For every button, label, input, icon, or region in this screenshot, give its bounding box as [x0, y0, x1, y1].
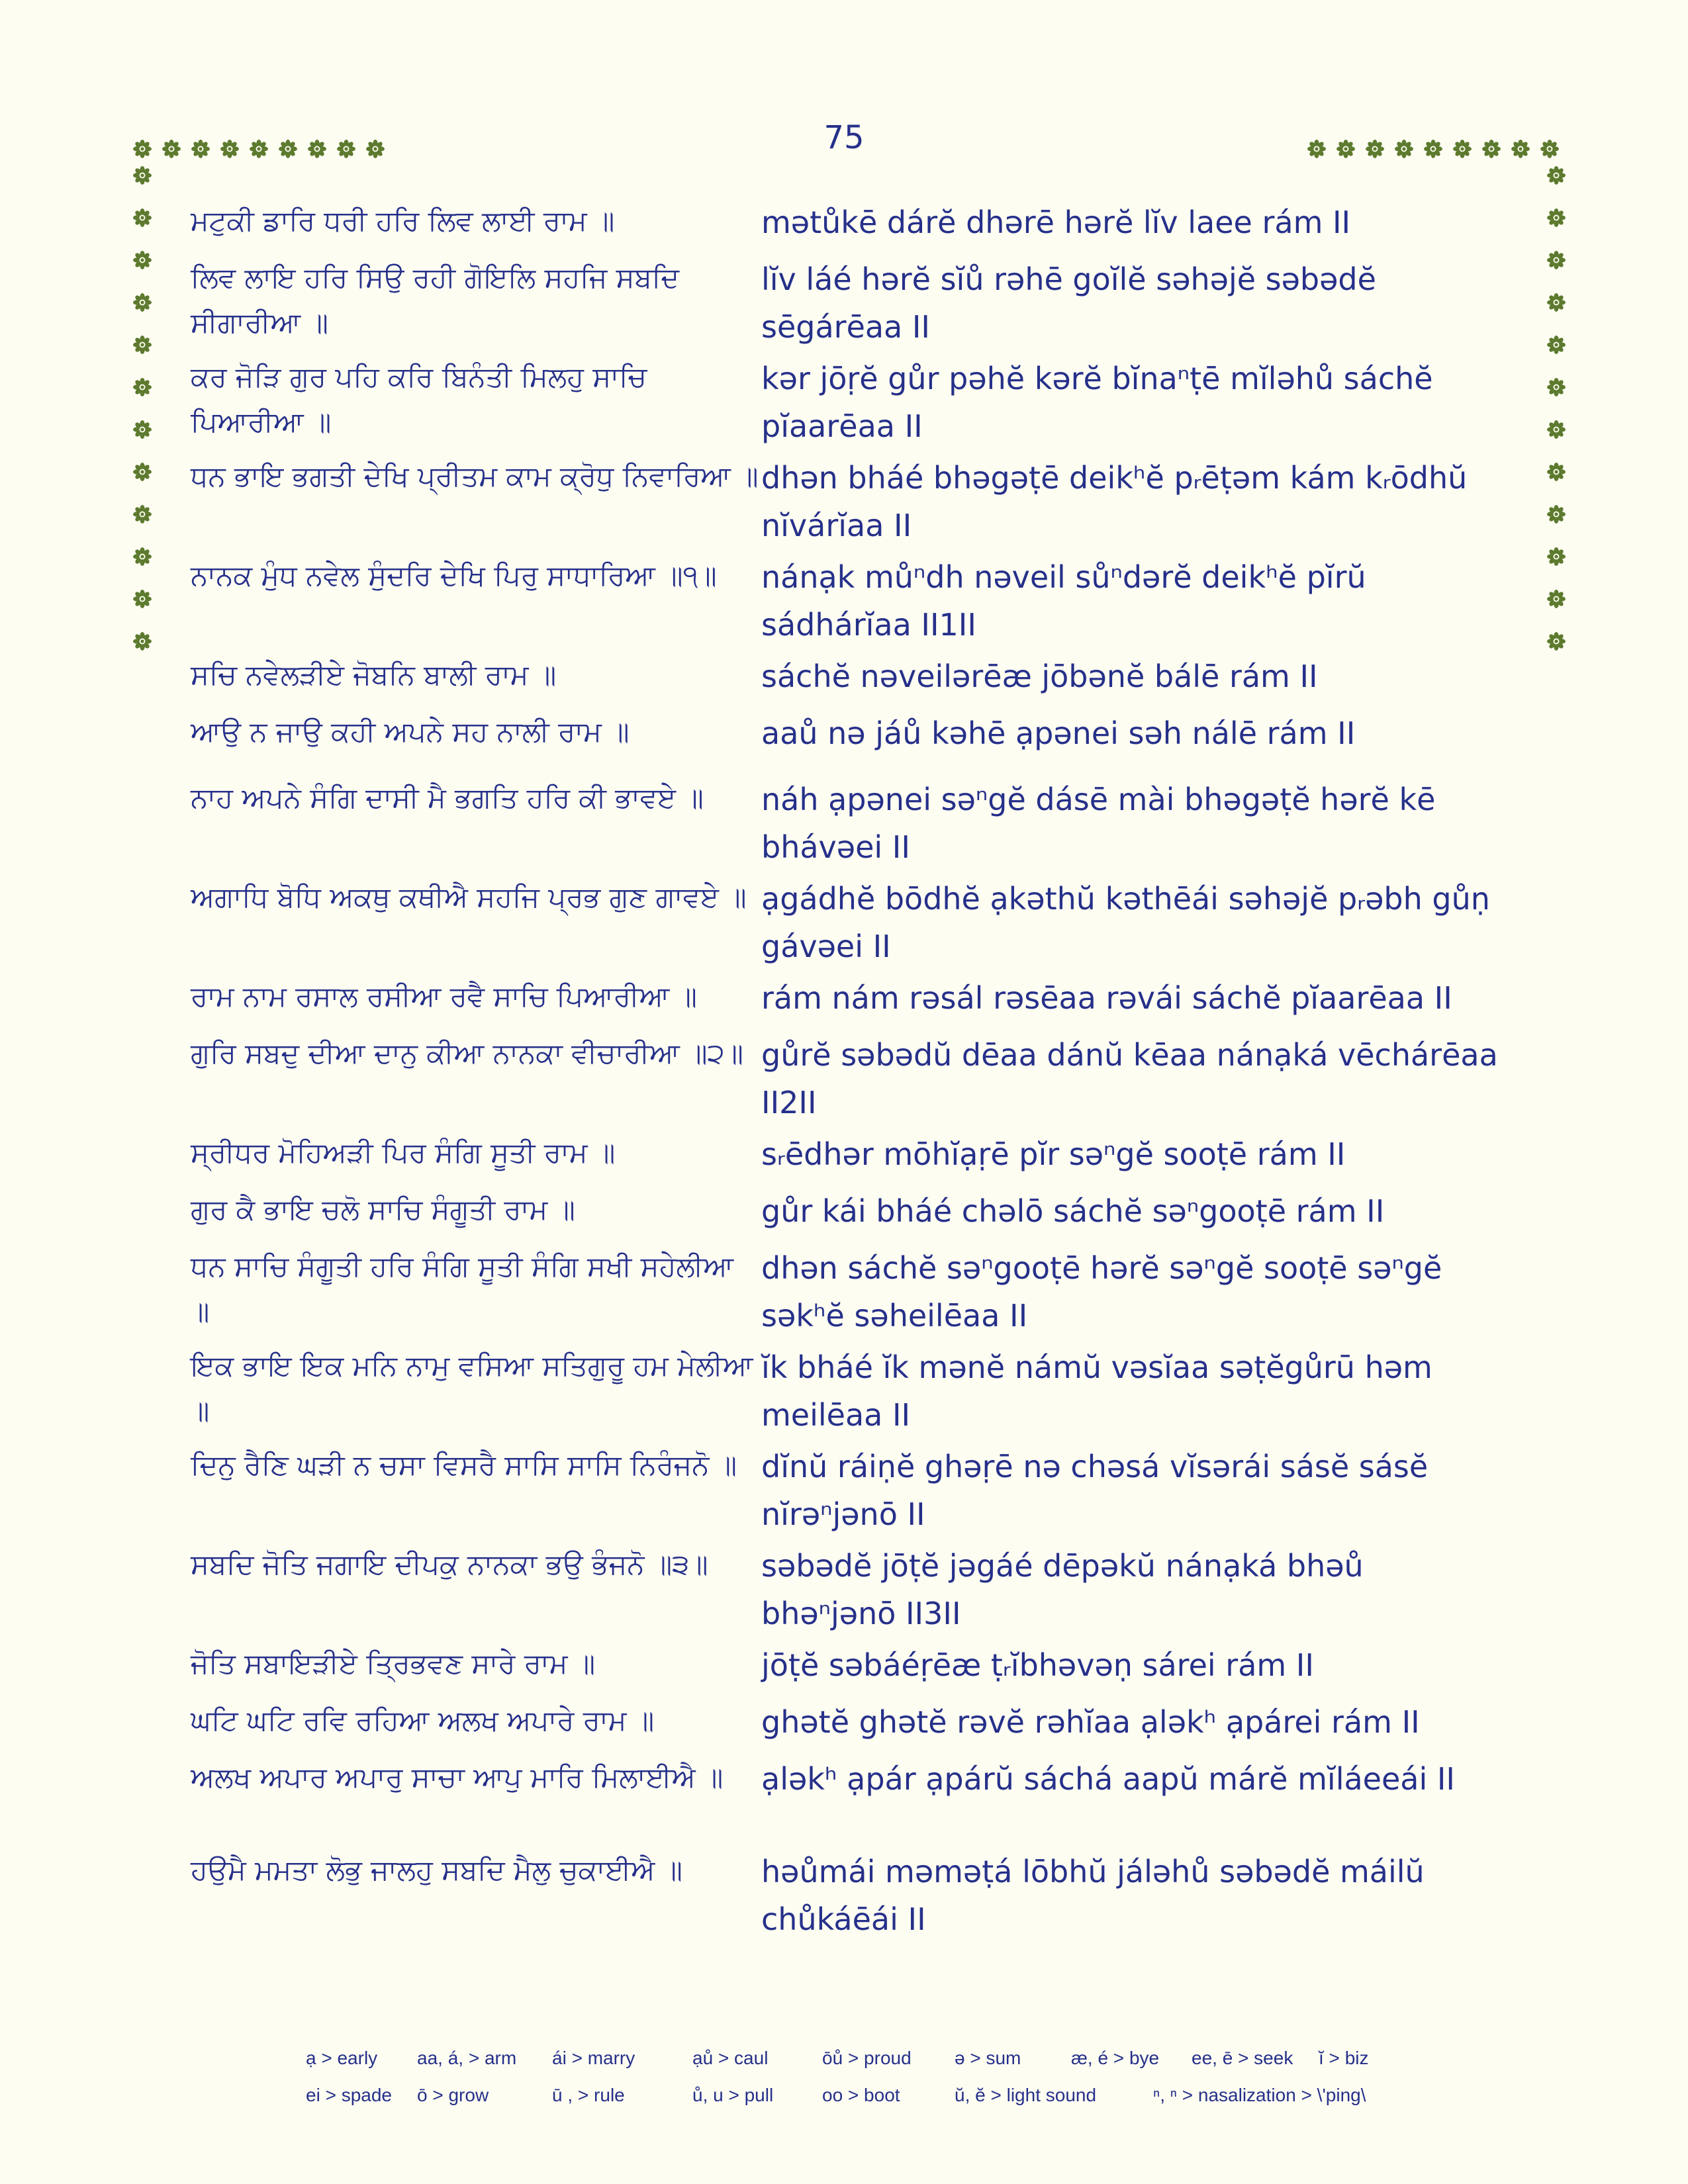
flower-ornament-icon [1546, 631, 1566, 651]
flower-ornament-icon [132, 631, 152, 651]
transliteration-line: náh ạpənei səⁿgĕ dásē mài bhəgəṭĕ hərĕ kē bhávəei II [761, 782, 1436, 865]
verse-row [191, 454, 1521, 553]
legend-item: ĭ > biz [1319, 2048, 1369, 2068]
gurmukhi-line: ਦਿਨੁ ਰੈਣਿ ਘੜੀ ਨ ਚਸਾ ਵਿਸਰੈ ਸਾਸਿ ਸਾਸਿ ਨਿਰੰਜਨੋ ॥ [191, 1449, 737, 1481]
gurmukhi-line: ਘਟਿ ਘਟਿ ਰਵਿ ਰਹਿਆ ਅਲਖ ਅਪਾਰੇ ਰਾਮ ॥ [191, 1704, 655, 1737]
pronunciation-legend [306, 2040, 1497, 2114]
flower-ornament-icon [1452, 139, 1472, 159]
verse-row [191, 553, 1521, 653]
verse-row [191, 1848, 1521, 1947]
flower-ornament-icon [1546, 547, 1566, 567]
flower-ornament-icon [249, 139, 269, 159]
gurmukhi-line: ਹਉਮੈ ਮਮਤਾ ਲੋਭੁ ਜਾਲਹੁ ਸਬਦਿ ਮੈਲੁ ਚੁਕਾਈਐ ॥ [191, 1854, 682, 1886]
legend-row [306, 2077, 1497, 2114]
transliteration-line: dhən bháé bhəgəṭē deikʰĕ pᵣēṭəm kám kᵣōdhŭ nĭvárĭaa II [761, 460, 1468, 543]
gurmukhi-line: ਸਚਿ ਨਵੇਲੜੀਏ ਜੋਬਨਿ ਬਾਲੀ ਰਾਮ ॥ [191, 659, 557, 691]
flower-ornament-icon [1546, 208, 1566, 228]
legend-item: ee, ē > seek [1192, 2048, 1293, 2068]
flower-ornament-icon [132, 589, 152, 609]
page-number: 75 [823, 119, 865, 156]
legend-item: ōů > proud [822, 2048, 912, 2068]
flower-ornament-icon [1365, 139, 1385, 159]
flower-ornament-icon [1546, 250, 1566, 270]
flower-ornament-icon [1511, 139, 1530, 159]
transliteration-line: sᵣēdhər mōhĭạṛē pĭr səⁿgĕ sooṭē rám II [761, 1136, 1346, 1172]
legend-item: æ, é > bye [1071, 2048, 1160, 2068]
transliteration-line: lĭv láé hərĕ sĭů rəhē goĭlĕ səhəjĕ səbədĕ sēgárēaa II [761, 261, 1376, 345]
gurmukhi-line: ਅਲਖ ਅਪਾਰ ਅਪਾਰੁ ਸਾਚਾ ਆਪੁ ਮਾਰਿ ਮਿਲਾਈਐ ॥ [191, 1761, 724, 1794]
verse-row [191, 1443, 1521, 1542]
legend-item: ə > sum [955, 2048, 1021, 2068]
legend-item: ů, u > pull [692, 2085, 774, 2105]
flower-ornament-icon [132, 139, 152, 159]
transliteration-line: nánạk můⁿdh nəveil sůⁿdərĕ deikʰĕ pĭrŭ sádhárĭaa II1II [761, 559, 1366, 643]
verse-row [191, 199, 1521, 255]
gurmukhi-line: ਅਗਾਧਿ ਬੋਧਿ ਅਕਥੁ ਕਥੀਐ ਸਹਜਿ ਪ੍ਰਭ ਗੁਣ ਗਾਵਏ ॥ [191, 881, 747, 913]
transliteration-line: gůrĕ səbədŭ dēaa dánŭ kēaa nánạká vēchárēaa II2II [761, 1037, 1498, 1120]
legend-item: ū , > rule [552, 2085, 625, 2105]
legend-item: ŭ, ĕ > light sound [955, 2085, 1097, 2105]
gurmukhi-line: ਸਬਦਿ ਜੋਤਿ ਜਗਾਇ ਦੀਪਕੁ ਨਾਨਕਾ ਭਉ ਭੰਜਨੋ ॥੩॥ [191, 1548, 708, 1580]
gurmukhi-line: ਜੋਤਿ ਸਬਾਇੜੀਏ ਤ੍ਰਿਭਵਣ ਸਾਰੇ ਰਾਮ ॥ [191, 1647, 596, 1680]
legend-row [306, 2040, 1497, 2077]
flower-ornament-icon [1546, 377, 1566, 397]
legend-item: oo > boot [822, 2085, 900, 2105]
flower-ornament-icon [1546, 420, 1566, 439]
gurmukhi-line: ਰਾਮ ਨਾਮ ਰਸਾਲ ਰਸੀਆ ਰਵੈ ਸਾਚਿ ਪਿਆਰੀਆ ॥ [191, 980, 697, 1013]
flower-ornament-icon [1546, 293, 1566, 312]
flower-ornament-icon [191, 139, 211, 159]
transliteration-line: aaů nə jáů kəhē ạpənei səh nálē rám II [761, 715, 1356, 751]
flower-ornament-icon [132, 293, 152, 312]
transliteration-line: dhən sáchĕ səⁿgooṭē hərĕ səⁿgĕ sooṭē səⁿgĕ səkʰĕ səheilēaa II [761, 1250, 1442, 1334]
verse-row [191, 255, 1521, 355]
flower-ornament-icon [132, 504, 152, 524]
flower-ornament-icon [132, 250, 152, 270]
transliteration-line: səbədĕ jōṭĕ jəgáé dēpəkŭ nánạká bhəů bhəⁿjənō II3II [761, 1548, 1364, 1631]
transliteration-line: ĭk bháé ĭk mənĕ námŭ vəsĭaa səṭĕgůrū həm meilēaa II [761, 1349, 1432, 1433]
flower-ornament-icon [132, 165, 152, 185]
transliteration-line: ghətĕ ghətĕ rəvĕ rəhĭaa ạləkʰ ạpárei rám II [761, 1704, 1420, 1740]
flower-ornament-icon [1546, 335, 1566, 355]
flower-ornament-icon [1540, 139, 1560, 159]
gurmukhi-line: ਕਰ ਜੋੜਿ ਗੁਰ ਪਹਿ ਕਰਿ ਬਿਨੰਤੀ ਮਿਲਹੁ ਸਾਚਿ ਪਿਆਰੀਆ ॥ [191, 361, 647, 438]
flower-ornament-icon [307, 139, 327, 159]
verse-row [191, 1130, 1521, 1187]
flower-ornament-icon [1336, 139, 1356, 159]
gurmukhi-line: ਮਟੁਕੀ ਡਾਰਿ ਧਰੀ ਹਰਿ ਲਿਵ ਲਾਈ ਰਾਮ ॥ [191, 205, 615, 237]
flower-ornament-icon [132, 547, 152, 567]
flower-ornament-icon [1423, 139, 1443, 159]
verse-row [191, 653, 1521, 709]
verse-row [191, 1187, 1521, 1244]
transliteration-line: gůr kái bháé chəlō sáchĕ səⁿgooṭē rám II [761, 1193, 1385, 1229]
gurmukhi-line: ਸ੍ਰੀਧਰ ਮੋਹਿਅੜੀ ਪਿਰ ਸੰਗਿ ਸੂਤੀ ਰਾਮ ॥ [191, 1136, 616, 1169]
legend-item: ạ > early [306, 2048, 378, 2068]
legend-item: ⁿ, ⁿ > nasalization > \'ping\ [1153, 2085, 1366, 2105]
transliteration-line: həůmái məməṭá lōbhŭ jáləhů səbədĕ máilŭ chůkáēái II [761, 1854, 1425, 1937]
transliteration-line: ạləkʰ ạpár ạpárŭ sáchá aapŭ márĕ mĭláeeái II [761, 1761, 1455, 1797]
verse-row [191, 1343, 1521, 1443]
flower-ornament-icon [132, 208, 152, 228]
flower-ornament-icon [1394, 139, 1414, 159]
gurmukhi-line: ਆਉ ਨ ਜਾਉ ਕਹੀ ਅਪਨੇ ਸਹ ਨਾਲੀ ਰਾਮ ॥ [191, 715, 630, 748]
verse-row [191, 1542, 1521, 1641]
gurmukhi-line: ਧਨ ਸਾਚਿ ਸੰਗੂਤੀ ਹਰਿ ਸੰਗਿ ਸੂਤੀ ਸੰਗਿ ਸਖੀ ਸਹੇਲੀਆ ॥ [191, 1250, 734, 1328]
transliteration-line: dĭnŭ ráiṇĕ ghəṛē nə chəsá vĭsərái sásĕ sásĕ nĭrəⁿjənō II [761, 1449, 1429, 1532]
transliteration-line: sáchĕ nəveilərēæ jōbənĕ bálē rám II [761, 659, 1318, 694]
flower-ornament-icon [220, 139, 240, 159]
verse-row [191, 1698, 1521, 1755]
flower-ornament-icon [1546, 589, 1566, 609]
transliteration-line: rám nám rəsál rəsēaa rəvái sáchĕ pĭaarēaa II [761, 980, 1452, 1016]
gurmukhi-line: ਨਾਹ ਅਪਨੇ ਸੰਗਿ ਦਾਸੀ ਮੈ ਭਗਤਿ ਹਰਿ ਕੀ ਭਾਵਏ ॥ [191, 782, 704, 814]
verse-table [191, 199, 1521, 1947]
flower-ornament-icon [132, 420, 152, 439]
verse-row [191, 1641, 1521, 1698]
legend-item: aa, á, > arm [417, 2048, 517, 2068]
flower-ornament-icon [1546, 462, 1566, 482]
flower-ornament-icon [278, 139, 298, 159]
verse-row [191, 1244, 1521, 1343]
flower-ornament-icon [132, 377, 152, 397]
transliteration-line: kər jōṛĕ gůr pəhĕ kərĕ bĭnaⁿṭē mĭləhů sáchĕ pĭaarēaa II [761, 361, 1433, 444]
transliteration-line: mətůkē dárĕ dhərē hərĕ lĭv laee rám II [761, 205, 1351, 240]
gurmukhi-line: ਨਾਨਕ ਮੁੰਧ ਨਵੇਲ ਸੁੰਦਰਿ ਦੇਖਿ ਪਿਰੁ ਸਾਧਾਰਿਆ ॥੧॥ [191, 559, 717, 592]
transliteration-line: jōṭĕ səbáéṛēæ ṭᵣĭbhəvəṇ sárei rám II [761, 1647, 1314, 1683]
gurmukhi-line: ਧਨ ਭਾਇ ਭਗਤੀ ਦੇਖਿ ਪ੍ਰੀਤਮ ਕਾਮ ਕ੍ਰੋਧੁ ਨਿਵਾਰਿਆ ॥ [191, 460, 759, 492]
gurmukhi-line: ਗੁਰਿ ਸਬਦੁ ਦੀਆ ਦਾਨੁ ਕੀਆ ਨਾਨਕਾ ਵੀਚਾਰੀਆ ॥੨॥ [191, 1037, 743, 1069]
flower-ornament-icon [132, 462, 152, 482]
verse-row [191, 776, 1521, 875]
gurmukhi-line: ਇਕ ਭਾਇ ਇਕ ਮਨਿ ਨਾਮੁ ਵਸਿਆ ਸਤਿਗੁਰੂ ਹਮ ਮੇਲੀਆ ॥ [191, 1349, 753, 1427]
verse-row [191, 355, 1521, 454]
legend-item: ái > marry [552, 2048, 635, 2068]
verse-row [191, 1755, 1521, 1848]
legend-item: ạů > caul [692, 2048, 769, 2068]
gurmukhi-line: ਗੁਰ ਕੈ ਭਾਇ ਚਲੋ ਸਾਚਿ ਸੰਗੂਤੀ ਰਾਮ ॥ [191, 1193, 575, 1226]
legend-item: ō > grow [417, 2085, 489, 2105]
flower-ornament-icon [1546, 165, 1566, 185]
flower-ornament-icon [1481, 139, 1501, 159]
verse-row [191, 1031, 1521, 1130]
verse-row [191, 875, 1521, 974]
flower-ornament-icon [1307, 139, 1327, 159]
flower-ornament-icon [365, 139, 385, 159]
flower-ornament-icon [1546, 504, 1566, 524]
flower-ornament-icon [162, 139, 181, 159]
transliteration-line: ạgádhĕ bōdhĕ ạkəthŭ kəthēái səhəjĕ pᵣəbh gůṇ gávəei II [761, 881, 1490, 964]
flower-ornament-icon [336, 139, 356, 159]
flower-ornament-icon [132, 335, 152, 355]
verse-row [191, 709, 1521, 776]
verse-row [191, 974, 1521, 1031]
legend-item: ei > spade [306, 2085, 392, 2105]
gurmukhi-line: ਲਿਵ ਲਾਇ ਹਰਿ ਸਿਉ ਰਹੀ ਗੋਇਲਿ ਸਹਜਿ ਸਬਦਿ ਸੀਗਾਰੀਆ ॥ [191, 261, 680, 339]
